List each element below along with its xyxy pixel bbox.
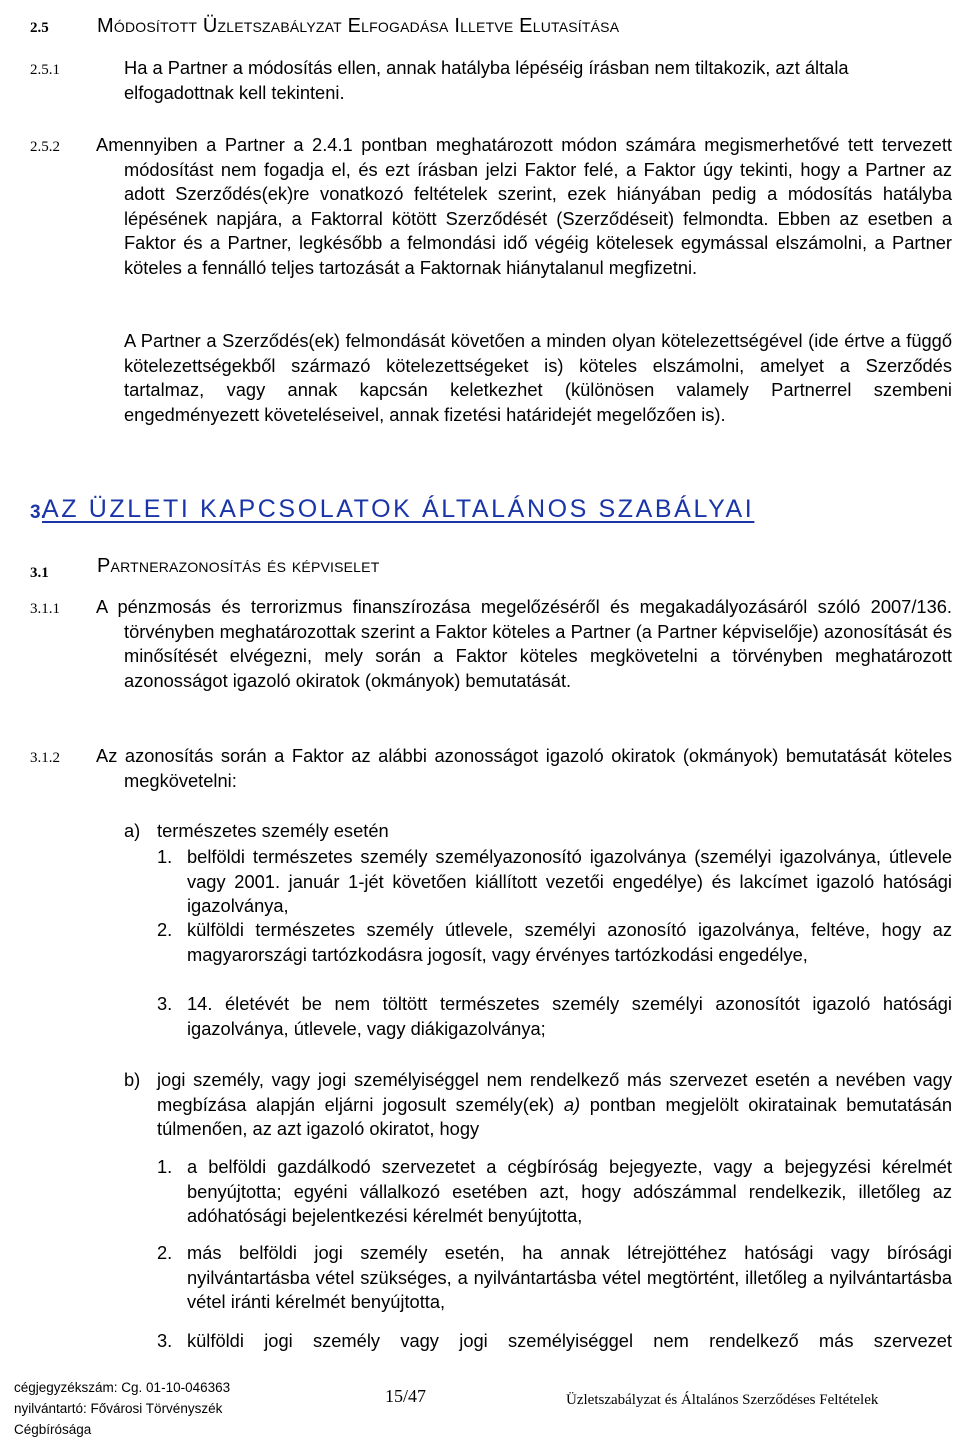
- footer-company-info: [14, 1377, 314, 1440]
- clause-paragraph: Az azonosítás során a Faktor az alábbi azonosságot igazoló okiratok (okmányok) bemutatását köteles megkövetelni:: [96, 745, 952, 791]
- clause-paragraph: Amennyiben a Partner a 2.4.1 pontban meghatározott módon számára megismerhetővé tett tervezett módosítást nem fogadja el, és ezt írásban jelzi Faktor felé, a Faktor úgy tekinti, hogy a Partner az adott Szerződés(ek)re vonatkozó feltételek szerint, ezek hiányában pedig a módosítás hatályba lépésének napjára, a Faktorral kötött Szerződését (Szerződéseit) felmondta. Ebben az esetben a Faktor és a Partner, legkésőbb a felmondási idő végéig kötelesek egymással elszámolni, a Partner köteles a fennálló teljes tartozását a Faktornak hiánytalanul megfizetni.: [96, 134, 952, 278]
- list-number: 3.: [157, 1330, 173, 1351]
- list-label: a): [124, 820, 141, 841]
- list-item-text: más belföldi jogi személy esetén, ha annak létrejöttéhez hatósági vagy bírósági nyilvántartásba vétel szükséges, a nyilvántartásba vétel megtörtént, illetőleg a nyilvántartásba vétel iránti kérelmét benyújtotta,: [187, 1242, 952, 1313]
- section-heading: Partnerazonosítás és képviselet: [97, 555, 380, 577]
- clause-paragraph: A Partner a Szerződés(ek) felmondását követően a minden olyan kötelezettségével (ide értve a függő kötelezettségekből származó kötelezettségeket is) köteles elszámolni, amelyet a Szerződés tartalmaz, vagy annak kapcsán keletkezhet (különösen valamely Partnerrel szembeni engedményezett követeléseivel, annak fizetési határidejét megelőzően is).: [124, 330, 952, 425]
- clause-paragraph: A pénzmosás és terrorizmus finanszírozása megelőzéséről és megakadályozásáról szóló 2007/136. törvényben meghatározottak szerint a Faktor köteles a Partner (a Partner képviselője) azonosítását és minősítését elvégezni, mely során a Faktor köteles megkövetelni a törvényben meghatározott azonosságot igazoló okiratok (okmányok) bemutatását.: [96, 596, 952, 691]
- list-number: 2.: [157, 1242, 173, 1263]
- clause-line: Ha a Partner a módosítás ellen, annak hatályba lépéséig írásban nem tiltakozik, azt általa: [124, 57, 849, 78]
- footer-line: nyilvántartó: Fővárosi Törvényszék: [14, 1401, 223, 1416]
- list-item-text: belföldi természetes személy személyazonosító igazolványa (személyi igazolványa, útlevele vagy 2001. január 1-jét követően kiállított vezetői engedélye) és lakcímet igazoló hatósági igazolványa,: [187, 846, 952, 917]
- clause-number: 2.5.1: [30, 62, 60, 78]
- clause-number: 3.1.2: [30, 750, 60, 766]
- clause-number: 2.5.2: [30, 139, 60, 155]
- list-item-text: a belföldi gazdálkodó szervezetet a cégbíróság bejegyezte, vagy a bejegyzési kérelmét benyújtotta; egyéni vállalkozó esetében azt, hogy adószámmal rendelkezik, illetőleg az adóhatósági bejelentkezési kérelmét benyújtotta,: [187, 1156, 952, 1227]
- footer-document-title: Üzletszabályzat és Általános Szerződéses Feltételek: [566, 1392, 879, 1408]
- list-item-text: külföldi jogi személy vagy jogi személyiséggel nem rendelkező más szervezet: [187, 1330, 952, 1351]
- chapter-number: 3.: [30, 502, 46, 523]
- list-item-text: [157, 1068, 952, 1142]
- footer-line: cégjegyzékszám: Cg. 01-10-046363: [14, 1380, 231, 1395]
- clause-line: elfogadottnak kell tekinteni.: [124, 81, 345, 103]
- list-item-text: természetes személy esetén: [157, 820, 389, 841]
- list-item-text-part: jogi személy, vagy jogi személyiséggel nem rendelkező más szervezet esetén a nevében vagy megbízása alapján eljárni jogosult személy(ek): [157, 1069, 952, 1115]
- list-number: 2.: [157, 919, 173, 940]
- cross-reference: a): [563, 1093, 581, 1115]
- list-item-text-part: pontban megjelölt okiratainak bemutatásán túlmenően, az azt igazoló okiratot, hogy: [157, 1093, 952, 1140]
- list-number: 1.: [157, 1156, 173, 1177]
- list-item-text: külföldi természetes személy útlevele, személyi azonosító igazolványa, feltéve, hogy az magyarországi tartózkodásra jogosít, vagy érvényes tartózkodási engedélye,: [187, 919, 952, 965]
- page-number: 15/47: [385, 1386, 427, 1406]
- chapter-heading: AZ ÜZLETI KAPCSOLATOK ÁLTALÁNOS SZABÁLYAI: [42, 495, 755, 523]
- clause-number: 3.1.1: [30, 601, 60, 617]
- section-number: 2.5: [30, 20, 49, 36]
- section-number: 3.1: [30, 565, 49, 581]
- section-heading: Módosított Üzletszabályzat Elfogadása Illetve Elutasítása: [97, 15, 620, 37]
- list-number: 3.: [157, 993, 173, 1014]
- footer-line: Cégbírósága: [14, 1422, 92, 1437]
- list-label: b): [124, 1069, 141, 1090]
- list-number: 1.: [157, 846, 173, 867]
- clause-text: [124, 56, 954, 105]
- list-item-text: 14. életévét be nem töltött természetes személy személyi azonosítót igazoló hatósági igazolványa, útlevele, vagy diákigazolványa;: [187, 993, 952, 1039]
